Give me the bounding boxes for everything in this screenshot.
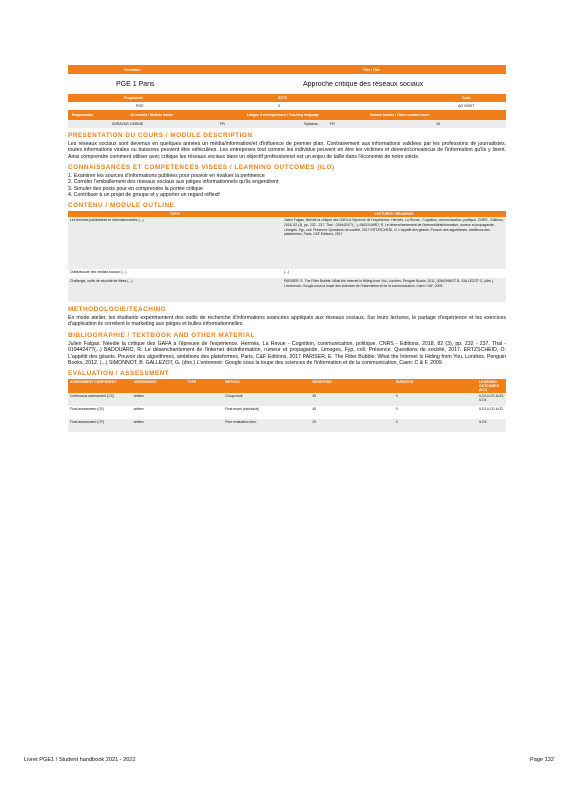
- ects-label: ECTS: [278, 96, 288, 100]
- duration-cell: 0: [395, 407, 398, 412]
- readings-cell: PARISER, E. The Filter Bubble: What the Internet Is Hiding from You, Londres, Penguin Books, 2011, (SIMONNOT B, GALLEZOT G. (dirs.) L'entonnoir: Google sous la loupe des sciences de l'information et de la communication, Caen: C&F, 2009.: [284, 279, 493, 288]
- syllabus-value: FR: [330, 122, 335, 126]
- page-footer: [24, 757, 554, 763]
- table-row: [68, 278, 506, 302]
- page-number: Page 132: [530, 757, 554, 763]
- type-cell: written: [133, 420, 144, 425]
- method-cell: Group work: [225, 394, 243, 399]
- title-value: Approche critique des réseaux sociaux: [302, 80, 424, 88]
- component-cell: Final assessment (CF): [70, 420, 105, 425]
- responsable-value: IDIRAYAG CARINE: [112, 122, 144, 126]
- ects-value: 3: [278, 104, 280, 108]
- bibliographie-heading: BIBLIOGRAPHIE / TEXTBOOK AND OTHER MATERIAL: [68, 331, 255, 339]
- competences-list: [68, 173, 506, 198]
- weighting-cell: 20: [312, 420, 317, 425]
- formation-label: Formation: [124, 67, 141, 72]
- topic-cell: Outils/écoute des médias sociaux (...): [70, 270, 127, 275]
- volume-label: Volume horaire / Class contact hours: [369, 113, 430, 117]
- methodologie-text: En mode atelier, les étudiants expérimentent des outils de recherche d'informations avancées appliqués aux réseaux sociaux. Sur leurs lectures, le partage d'expérience et les exercices d'application ils corrèlent le marketing aux pièges et bulles informationnelles.: [68, 315, 506, 328]
- type-header: TYPE: [187, 380, 197, 385]
- component-cell: Continuous assessment (CC): [70, 394, 115, 399]
- table-row: [68, 406, 506, 419]
- programme-values-row: [68, 102, 506, 110]
- table-row: [68, 393, 506, 406]
- syllabus-label: Syllabus:: [304, 122, 319, 126]
- programme-value: PGE: [136, 104, 144, 108]
- footer-handbook: Livret PGE1 / Student handbook 2021 - 2022: [24, 757, 136, 763]
- course-sheet: [68, 65, 506, 432]
- evaluation-heading: EVALUATION / ASSESSMENT: [68, 370, 170, 378]
- responsable-label: Responsable: [72, 113, 94, 117]
- method-cell: Final exam (individual): [225, 407, 259, 412]
- formation-value: PGE 1 Paris: [116, 80, 155, 88]
- outcomes-header: LEARNING OUTCOMES (ILO): [479, 380, 499, 393]
- contenu-heading: CONTENU / MODULE OUTLINE: [68, 202, 175, 210]
- table-row: [68, 419, 506, 432]
- title-label: Titre / Title: [362, 67, 380, 72]
- topic-header: TOPIC: [169, 212, 181, 217]
- programme-labels-row: [68, 94, 506, 102]
- outline-table: [68, 211, 506, 302]
- readings-cell: Julien Falgas, Néedie la critique des GAFA à l'épreuve de l'expérience. Hermès, La Revue - Cognition, communication, politique, CNRS - Editions, 2018, 82 (3), pp. 232 - 237. Thal - 01944247?(...), BADOUARD, R. Le désenchantement de l'internet/désinformation, rumeur et propagande, Limoges, Fyp, coll. Présence Questions de société, 2017 ERTZSCHEID, O. L'appétit des géants. Pouvoir des algorithmes, ambitions des plateformes, Paris, C&F Éditions, 2017: [284, 218, 504, 237]
- assessment-header: ASSESSMENT: [133, 380, 157, 385]
- assessment-header-row: [68, 379, 506, 393]
- outcomes-cell: ILO1,ILO2,ILO3: [479, 407, 504, 412]
- hours-value: 16: [436, 122, 440, 126]
- module-leader-label: de module / Module leader: [130, 113, 173, 117]
- topic-cell: Challenge, outils de sécurité de filtres (...): [70, 279, 133, 284]
- duration-header: DURATION: [395, 380, 414, 385]
- duration-cell: 0: [395, 394, 398, 399]
- methodologie-heading: METHODOLOGIE/TEACHING: [68, 306, 167, 314]
- list-item: 2. Corréler l'emballement des réseaux sociaux aux pièges informationnels qu'ils engendrent: [68, 179, 279, 186]
- responsable-values-row: [68, 120, 506, 128]
- responsable-labels-row: [68, 110, 506, 120]
- weighting-header: WEIGHTING: [312, 380, 332, 385]
- list-item: 3. Simuler des posts pour en comprendre la portée critique: [68, 185, 203, 192]
- weighting-cell: 40: [312, 407, 317, 412]
- topic-cell: Les théories publicitaires et informationnelles (...): [70, 218, 144, 223]
- presentation-heading: PRESENTATION DU COURS / MODULE DESCRIPTION: [68, 132, 253, 139]
- component-header: ASSESSMENT COMPONENT: [70, 380, 117, 385]
- duration-cell: 0: [395, 420, 398, 425]
- weighting-cell: 40: [312, 394, 317, 399]
- list-item: 1. Examiner les sources d'informations publiées pour pouvoir en évaluer la pertinence: [68, 173, 265, 180]
- competences-heading: CONNAISSANCES ET COMPETENCES VISEES / LEARNING OUTCOMES (ILO): [68, 164, 335, 172]
- outcomes-cell: ILO4: [479, 420, 487, 425]
- header-labels-row: [68, 65, 506, 74]
- type-cell: written: [133, 394, 144, 399]
- component-cell: Final assessment (CF): [70, 407, 105, 412]
- outcomes-cell: ILO1,ILO2,ILO3, ILO4: [479, 394, 504, 403]
- language-label: Langue d'enseignement / Teaching language: [247, 113, 320, 117]
- readings-header: LECTURES / READINGS: [374, 212, 414, 217]
- method-header: METHOD: [225, 380, 240, 385]
- programme-label: Programme: [124, 96, 143, 100]
- presentation-text: Les réseaux sociaux sont devenus en quelques années un média/information/et d'influence de premier plan. Contrairement aux informations validées par les professions de journalistes, toutes informations virales ou buissons peuvent être véhiculées. Les entreprises tout comme les individus peuvent en être les victimes et devenir/convaincus de l'information qu'ils y lisent. Ainsi comprendre comment utiliser avec critique les réseaux sociaux dans un objectif professionnel est un enjeu de taille dans l'économie de notre siècle.: [68, 141, 506, 160]
- table-row: [68, 217, 506, 269]
- type-cell: written: [133, 407, 144, 412]
- list-item: 4. Contribuer à un projet de groupe et y apporter un regard réflexif: [68, 191, 220, 198]
- table-row: [68, 269, 506, 278]
- readings-cell: (...): [284, 270, 290, 275]
- assessment-table: [68, 379, 506, 432]
- code-label: Code: [462, 96, 471, 100]
- method-cell: Peer evaluation form: [225, 420, 257, 425]
- language-value: FR: [220, 122, 225, 126]
- header-values-row: [68, 74, 506, 94]
- bibliographie-text: Julien Falgas. Néedie la critique des GAFA à l'épreuve de l'expérience. Hermès, La Revue - Cognition, communication, politique, CNRS - Editions, 2018, 82 (3), pp. 232 - 237. Thal - 01944247?(...) BADOUARD, R. Le désenchantement de l'internet désinformation, rumeur et propagande, Limoges, Fyp, coll. Présence. Questions de société, 2017. ERTZSCHEID, O. L'appétit des géants. Pouvoir des algorithmes, ambitions des plateformes, Paris, C&F Editions, 2017 PARISER, E. The Filter Bubble: What the Internet Is Hiding from You, Londres, Penguin Books, 2012. (...) SIMONNOT, B. GALLEZOT, G. (dirs.) L'entonnoir: Google sous la loupe des sciences de l'information et de la communication, Caen: C & F, 2009.: [68, 340, 506, 367]
- code-value: AO 0000T: [458, 104, 475, 108]
